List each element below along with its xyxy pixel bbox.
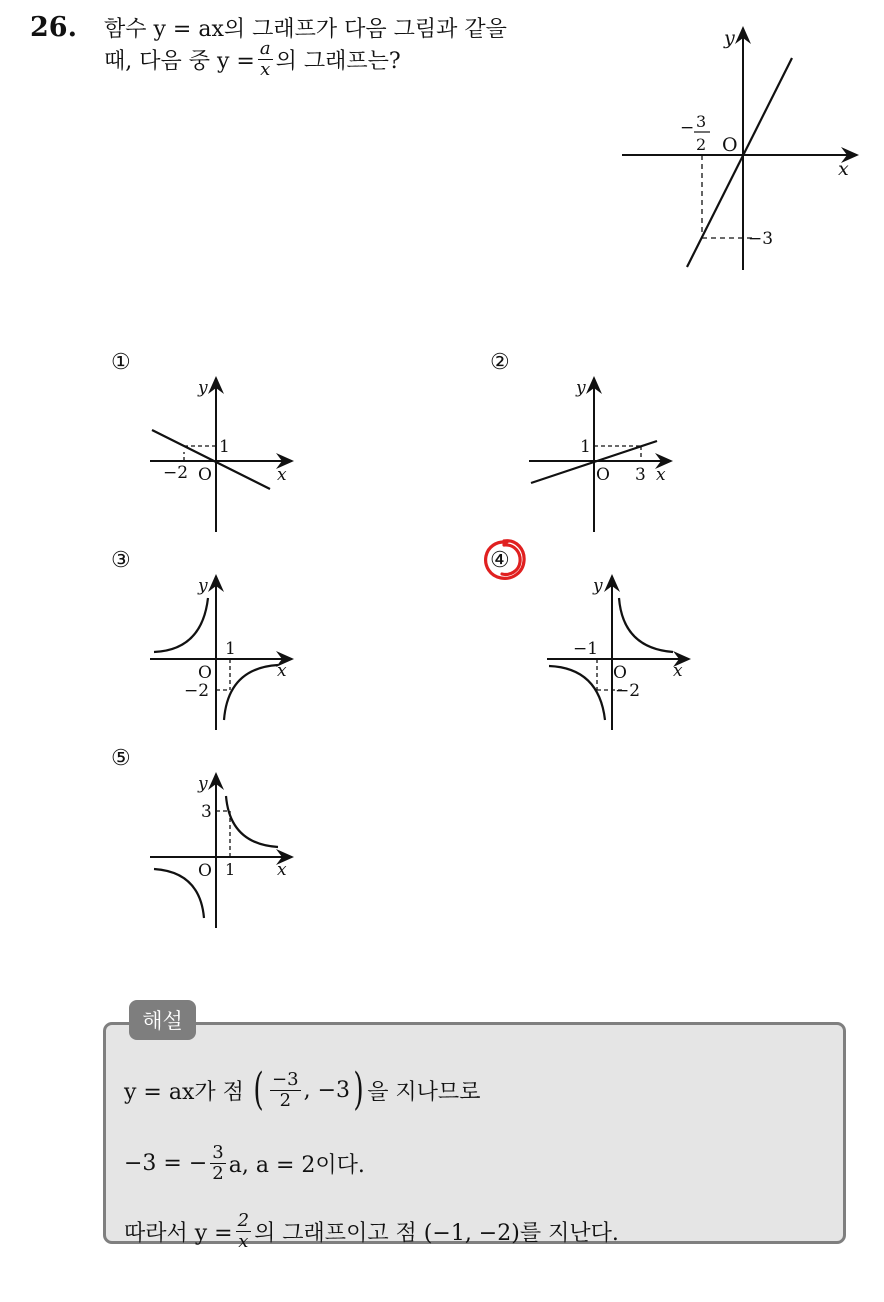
x-axis-label: x xyxy=(277,661,287,681)
x-label-denominator: 2 xyxy=(696,135,707,154)
hyperbola-right-branch xyxy=(619,598,673,652)
solution-line-2-start: −3 = − xyxy=(124,1150,208,1176)
origin-label: O xyxy=(596,465,610,485)
fraction-denominator: 2 xyxy=(212,1162,224,1184)
question-line-2 xyxy=(104,40,401,79)
tick-label-1: 1 xyxy=(580,437,591,457)
main-graph xyxy=(612,20,872,280)
tick-label-neg2: −2 xyxy=(615,681,641,701)
fraction-numerator: 3 xyxy=(212,1141,224,1163)
option-1-graph[interactable] xyxy=(142,372,302,537)
fraction-numerator: a xyxy=(259,38,271,59)
question-line-1: 함수 y = ax의 그래프가 다음 그림과 같을 xyxy=(104,17,507,42)
solution-line-1-start: y = ax가 점 xyxy=(124,1079,244,1105)
option-1-marker[interactable]: ① xyxy=(111,350,131,375)
solution-fraction-3 xyxy=(236,1209,251,1252)
origin-label: O xyxy=(198,465,212,485)
fraction-numerator: −3 xyxy=(272,1068,299,1090)
option-5-graph[interactable] xyxy=(142,768,302,933)
solution-point-y: , −3 xyxy=(303,1077,351,1103)
y-axis-label: y xyxy=(198,774,208,794)
hyperbola-left-branch xyxy=(154,869,204,918)
y-value-label: −3 xyxy=(748,229,774,249)
x-axis-label: x xyxy=(277,860,287,880)
tick-label-3: 3 xyxy=(635,465,646,485)
solution-line-3 xyxy=(124,1201,619,1261)
solution-line-3-end: 의 그래프이고 점 (−1, −2)를 지난다. xyxy=(254,1220,619,1246)
solution-line-1 xyxy=(124,1058,480,1122)
solution-line-1-end: 을 지나므로 xyxy=(367,1079,481,1105)
option-2-graph[interactable] xyxy=(521,372,681,537)
question-fraction xyxy=(258,40,273,79)
x-axis-label: x xyxy=(673,661,683,681)
right-paren: ) xyxy=(353,1064,364,1115)
y-axis-label: y xyxy=(198,378,208,398)
tick-label-1: 1 xyxy=(225,639,236,659)
option-3-marker[interactable]: ③ xyxy=(111,548,131,573)
y-axis-label: y xyxy=(724,27,735,49)
y-axis-label: y xyxy=(198,576,208,596)
origin-label: O xyxy=(198,663,212,683)
fraction-numerator: 2 xyxy=(237,1209,250,1231)
solution-line-2-end: a, a = 2이다. xyxy=(228,1152,365,1178)
x-label-sign: − xyxy=(680,118,695,138)
left-paren: ( xyxy=(253,1064,264,1115)
solution-fraction-2 xyxy=(210,1141,225,1184)
x-label-numerator: 3 xyxy=(696,112,707,131)
origin-label: O xyxy=(613,663,627,683)
x-axis-label: x xyxy=(277,465,287,485)
fraction-denominator: x xyxy=(238,1230,249,1252)
solution-fraction-1 xyxy=(270,1068,301,1111)
fraction-denominator: x xyxy=(260,59,271,80)
line-graph xyxy=(687,58,792,267)
option-2-marker[interactable]: ② xyxy=(490,350,510,375)
tick-label-1: 1 xyxy=(225,860,236,879)
question-line-2-end: 의 그래프는? xyxy=(275,49,401,74)
x-axis-label: x xyxy=(838,158,849,180)
tick-label-neg2: −2 xyxy=(163,463,189,483)
solution-tag: 해설 xyxy=(129,1000,196,1040)
origin-label: O xyxy=(198,861,212,881)
option-4-marker[interactable]: ④ xyxy=(490,548,510,573)
option-4-graph[interactable] xyxy=(539,570,699,735)
tick-label-neg2: −2 xyxy=(184,681,210,701)
hyperbola-right-branch xyxy=(224,665,278,720)
hyperbola-left-branch xyxy=(154,598,208,652)
y-axis-label: y xyxy=(593,576,603,596)
tick-label-neg1: −1 xyxy=(573,639,599,659)
x-axis-label: x xyxy=(656,465,666,485)
question-line-2-start: 때, 다음 중 y = xyxy=(104,49,255,74)
hyperbola-right-branch xyxy=(226,796,278,847)
tick-label-1: 1 xyxy=(219,437,230,457)
origin-label: O xyxy=(722,134,738,156)
solution-line-2 xyxy=(124,1133,365,1193)
option-3-graph[interactable] xyxy=(142,570,302,735)
fraction-denominator: 2 xyxy=(279,1089,292,1111)
tick-label-3: 3 xyxy=(201,802,212,822)
option-5-marker[interactable]: ⑤ xyxy=(111,746,131,771)
y-axis-label: y xyxy=(576,378,586,398)
solution-line-3-start: 따라서 y = xyxy=(124,1220,233,1246)
question-number: 26. xyxy=(30,12,77,43)
